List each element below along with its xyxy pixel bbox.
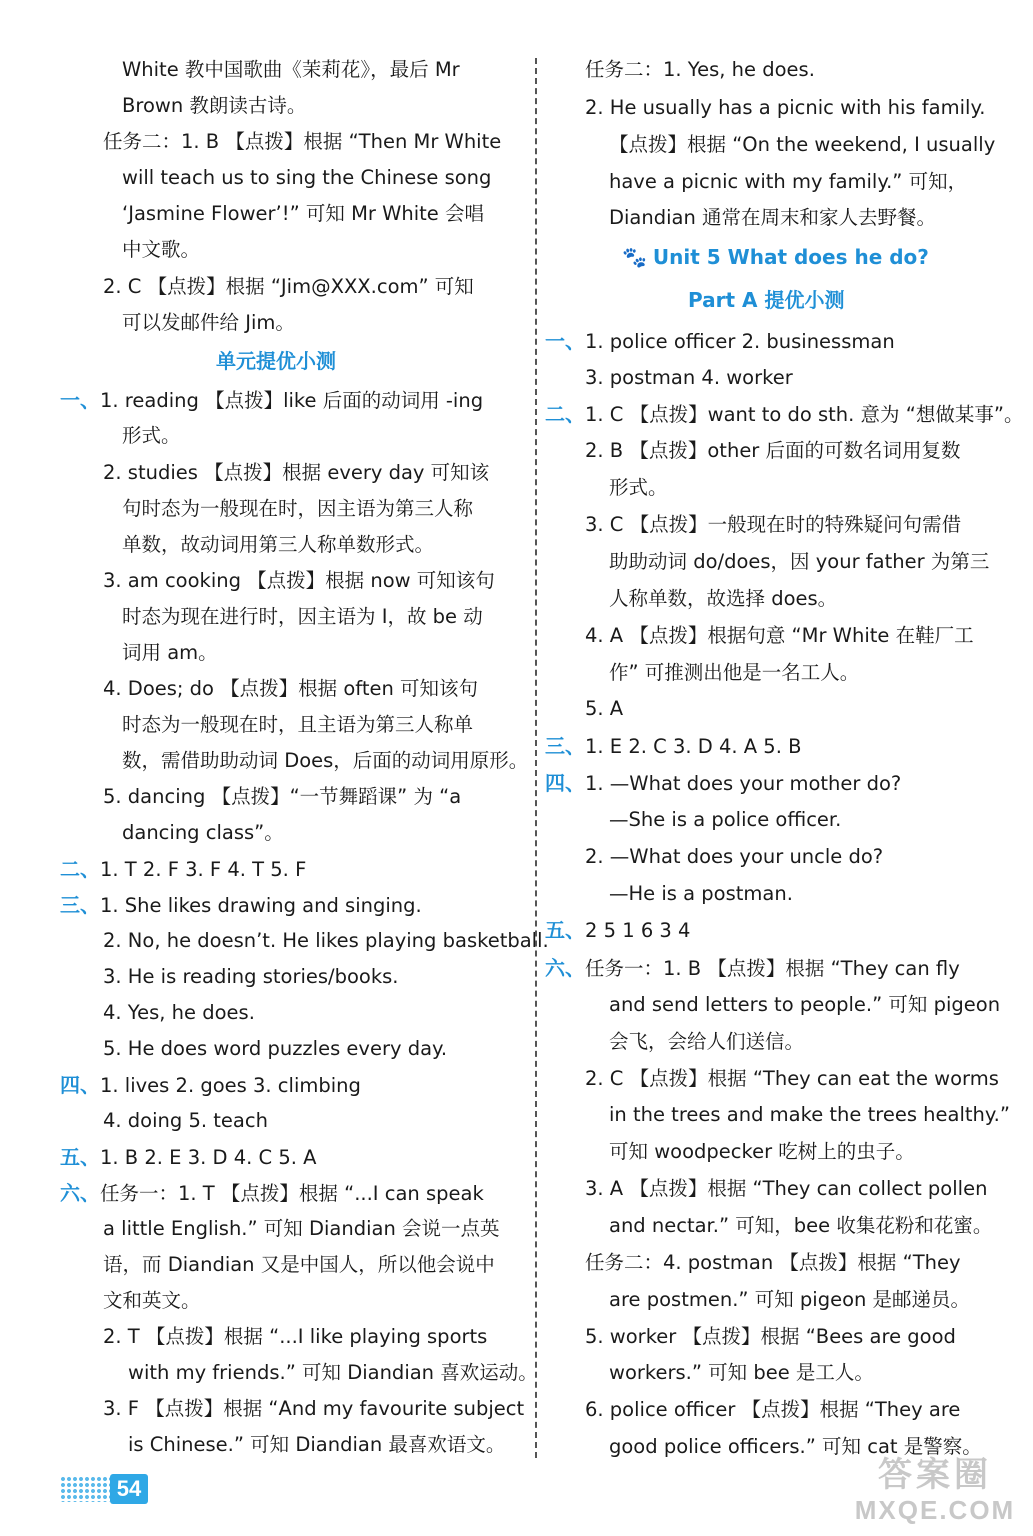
- answer-text: 1. E 2. C 3. D 4. A 5. B: [585, 735, 802, 758]
- section-number: 五、: [60, 1145, 100, 1169]
- watermark-line2: MXQE.COM: [854, 1495, 1016, 1525]
- unit-title: Unit 5 What does he do?: [652, 245, 929, 269]
- answer-text: 1. She likes drawing and singing.: [100, 894, 422, 917]
- answer-line: 3. C 【点拨】一般现在时的特殊疑问句需借: [585, 513, 962, 536]
- answer-line: Diandian 通常在周末和家人去野餐。: [609, 206, 937, 229]
- answer-line: [60, 1067, 361, 1103]
- answer-line: Brown 教朗读古诗。: [122, 94, 307, 117]
- answer-line: 助助动词 do/does，因 your father 为第三: [609, 550, 990, 573]
- answer-line: 5. A: [585, 697, 624, 720]
- answer-line: 单数，故动词用第三人称单数形式。: [122, 533, 435, 556]
- answer-line: 4. doing 5. teach: [103, 1109, 268, 1132]
- section-number: 一、: [60, 388, 100, 412]
- answer-line: 5. dancing 【点拨】“一节舞蹈课” 为 “a: [103, 785, 462, 808]
- answer-line: 句时态为一般现在时，因主语为第三人称: [122, 497, 474, 520]
- answer-line: with my friends.” 可知 Diandian 喜欢运动。: [128, 1361, 538, 1384]
- answer-line: [545, 912, 690, 948]
- answer-line: 4. A 【点拨】根据句意 “Mr White 在鞋厂工: [585, 624, 974, 647]
- section-heading: Part A 提优小测: [688, 288, 845, 312]
- section-number: 三、: [60, 893, 100, 917]
- column-divider: [535, 58, 537, 1458]
- answer-line: 可以发邮件给 Jim。: [122, 311, 295, 334]
- answer-line: 2. No, he doesn’t. He likes playing basketball.: [103, 929, 549, 952]
- answer-line: in the trees and make the trees healthy.”: [609, 1103, 1010, 1126]
- answer-line: 2. T 【点拨】根据 “...I like playing sports: [103, 1325, 488, 1348]
- answer-line: [545, 728, 801, 764]
- answer-line: 2. —What does your uncle do?: [585, 845, 884, 868]
- answer-line: 会飞，会给人们送信。: [609, 1030, 805, 1053]
- answer-line: 4. Does; do 【点拨】根据 often 可知该句: [103, 677, 479, 700]
- section-number: 四、: [60, 1073, 100, 1097]
- answer-line: 2. B 【点拨】other 后面的可数名词用复数: [585, 439, 961, 462]
- answer-line: are postmen.” 可知 pigeon 是邮递员。: [609, 1288, 971, 1311]
- answer-line: a little English.” 可知 Diandian 会说一点英: [103, 1217, 500, 1240]
- answer-line: 【点拨】根据 “On the weekend, I usually: [609, 133, 996, 156]
- answer-line: [545, 950, 960, 986]
- answer-line: 2. studies 【点拨】根据 every day 可知该: [103, 461, 490, 484]
- answer-line: 中文歌。: [122, 238, 201, 261]
- answer-text: 任务一：1. B 【点拨】根据 “They can fly: [585, 957, 960, 980]
- answer-line: 6. police officer 【点拨】根据 “They are: [585, 1398, 961, 1421]
- answer-text: 1. lives 2. goes 3. climbing: [100, 1074, 361, 1097]
- answer-line: 2. C 【点拨】根据 “They can eat the worms: [585, 1067, 999, 1090]
- answer-text: 1. —What does your mother do?: [585, 772, 902, 795]
- page-number: 54: [110, 1474, 148, 1504]
- watermark: [850, 1455, 1020, 1531]
- answer-line: [60, 887, 422, 923]
- answer-line: 任务二：1. Yes, he does.: [585, 58, 815, 81]
- section-number: 六、: [60, 1181, 100, 1205]
- answer-line: have a picnic with my family.” 可知，: [609, 170, 968, 193]
- answer-line: 5. worker 【点拨】根据 “Bees are good: [585, 1325, 956, 1348]
- answer-line: [60, 851, 306, 887]
- section-number: 六、: [545, 956, 585, 980]
- answer-line: 3. F 【点拨】根据 “And my favourite subject: [103, 1397, 525, 1420]
- answer-line: 形式。: [609, 476, 668, 499]
- answer-line: 4. Yes, he does.: [103, 1001, 255, 1024]
- answer-line: [60, 382, 483, 418]
- answer-line: 数，需借助助动词 Does，后面的动词用原形。: [122, 749, 529, 772]
- answer-line: [545, 396, 1023, 432]
- section-number: 三、: [545, 734, 585, 758]
- answer-text: 1. police officer 2. businessman: [585, 330, 895, 353]
- answer-line: 3. am cooking 【点拨】根据 now 可知该句: [103, 569, 495, 592]
- watermark-line1: 答案圈: [878, 1456, 992, 1494]
- answer-line: and nectar.” 可知，bee 收集花粉和花蜜。: [609, 1214, 993, 1237]
- answer-line: 词用 am。: [122, 641, 218, 664]
- answer-line: ‘Jasmine Flower’!” 可知 Mr White 会唱: [122, 202, 485, 225]
- answer-line: dancing class”。: [122, 821, 284, 844]
- section-number: 二、: [60, 857, 100, 881]
- answer-line: [545, 323, 895, 359]
- section-number: 一、: [545, 329, 585, 353]
- answer-line: [60, 1139, 316, 1175]
- answer-text: 1. reading 【点拨】like 后面的动词用 -ing: [100, 389, 484, 412]
- answer-line: 2. He usually has a picnic with his family.: [585, 96, 986, 119]
- answer-line: White 教中国歌曲《茉莉花》，最后 Mr: [122, 58, 460, 81]
- answer-line: and send letters to people.” 可知 pigeon: [609, 993, 1001, 1016]
- answer-line: —She is a police officer.: [609, 808, 842, 831]
- section-number: 二、: [545, 402, 585, 426]
- answer-line: good police officers.” 可知 cat 是警察。: [609, 1435, 982, 1458]
- answer-text: 任务一：1. T 【点拨】根据 “...I can speak: [100, 1182, 484, 1205]
- answer-line: 5. He does word puzzles every day.: [103, 1037, 448, 1060]
- answer-line: 文和英文。: [103, 1289, 201, 1312]
- answer-line: [60, 1175, 484, 1211]
- answer-line: 形式。: [122, 424, 181, 447]
- answer-line: 3. postman 4. worker: [585, 366, 793, 389]
- answer-text: 1. B 2. E 3. D 4. C 5. A: [100, 1146, 317, 1169]
- page-number-dots: [60, 1476, 110, 1502]
- answer-line: is Chinese.” 可知 Diandian 最喜欢语文。: [128, 1433, 506, 1456]
- answer-line: 人称单数，故选择 does。: [609, 587, 838, 610]
- answer-line: 3. He is reading stories/books.: [103, 965, 399, 988]
- section-number: 四、: [545, 771, 585, 795]
- answer-line: workers.” 可知 bee 是工人。: [609, 1361, 874, 1384]
- answer-text: 1. T 2. F 3. F 4. T 5. F: [100, 858, 307, 881]
- answer-line: 时态为一般现在时，且主语为第三人称单: [122, 713, 474, 736]
- unit-heading: [622, 239, 929, 275]
- answer-line: will teach us to sing the Chinese song: [122, 166, 492, 189]
- answer-line: 可知 woodpecker 吃树上的虫子。: [609, 1140, 915, 1163]
- answer-text: 2 5 1 6 3 4: [585, 919, 691, 942]
- answer-line: 语，而 Diandian 又是中国人，所以他会说中: [103, 1253, 495, 1276]
- answer-line: 任务二：1. B 【点拨】根据 “Then Mr White: [103, 130, 502, 153]
- section-number: 五、: [545, 918, 585, 942]
- answer-line: 任务二：4. postman 【点拨】根据 “They: [585, 1251, 961, 1274]
- answer-line: 作” 可推测出他是一名工人。: [609, 661, 860, 684]
- paw-icon: 🐾: [622, 245, 647, 269]
- answer-line: —He is a postman.: [609, 882, 793, 905]
- answer-text: 1. C 【点拨】want to do sth. 意为 “想做某事”。: [585, 403, 1024, 426]
- answer-line: 时态为现在进行时，因主语为 I，故 be 动: [122, 605, 483, 628]
- answer-line: 2. C 【点拨】根据 “Jim@XXX.com” 可知: [103, 275, 474, 298]
- answer-line: [545, 765, 901, 801]
- section-heading: 单元提优小测: [216, 349, 336, 373]
- answer-line: 3. A 【点拨】根据 “They can collect pollen: [585, 1177, 988, 1200]
